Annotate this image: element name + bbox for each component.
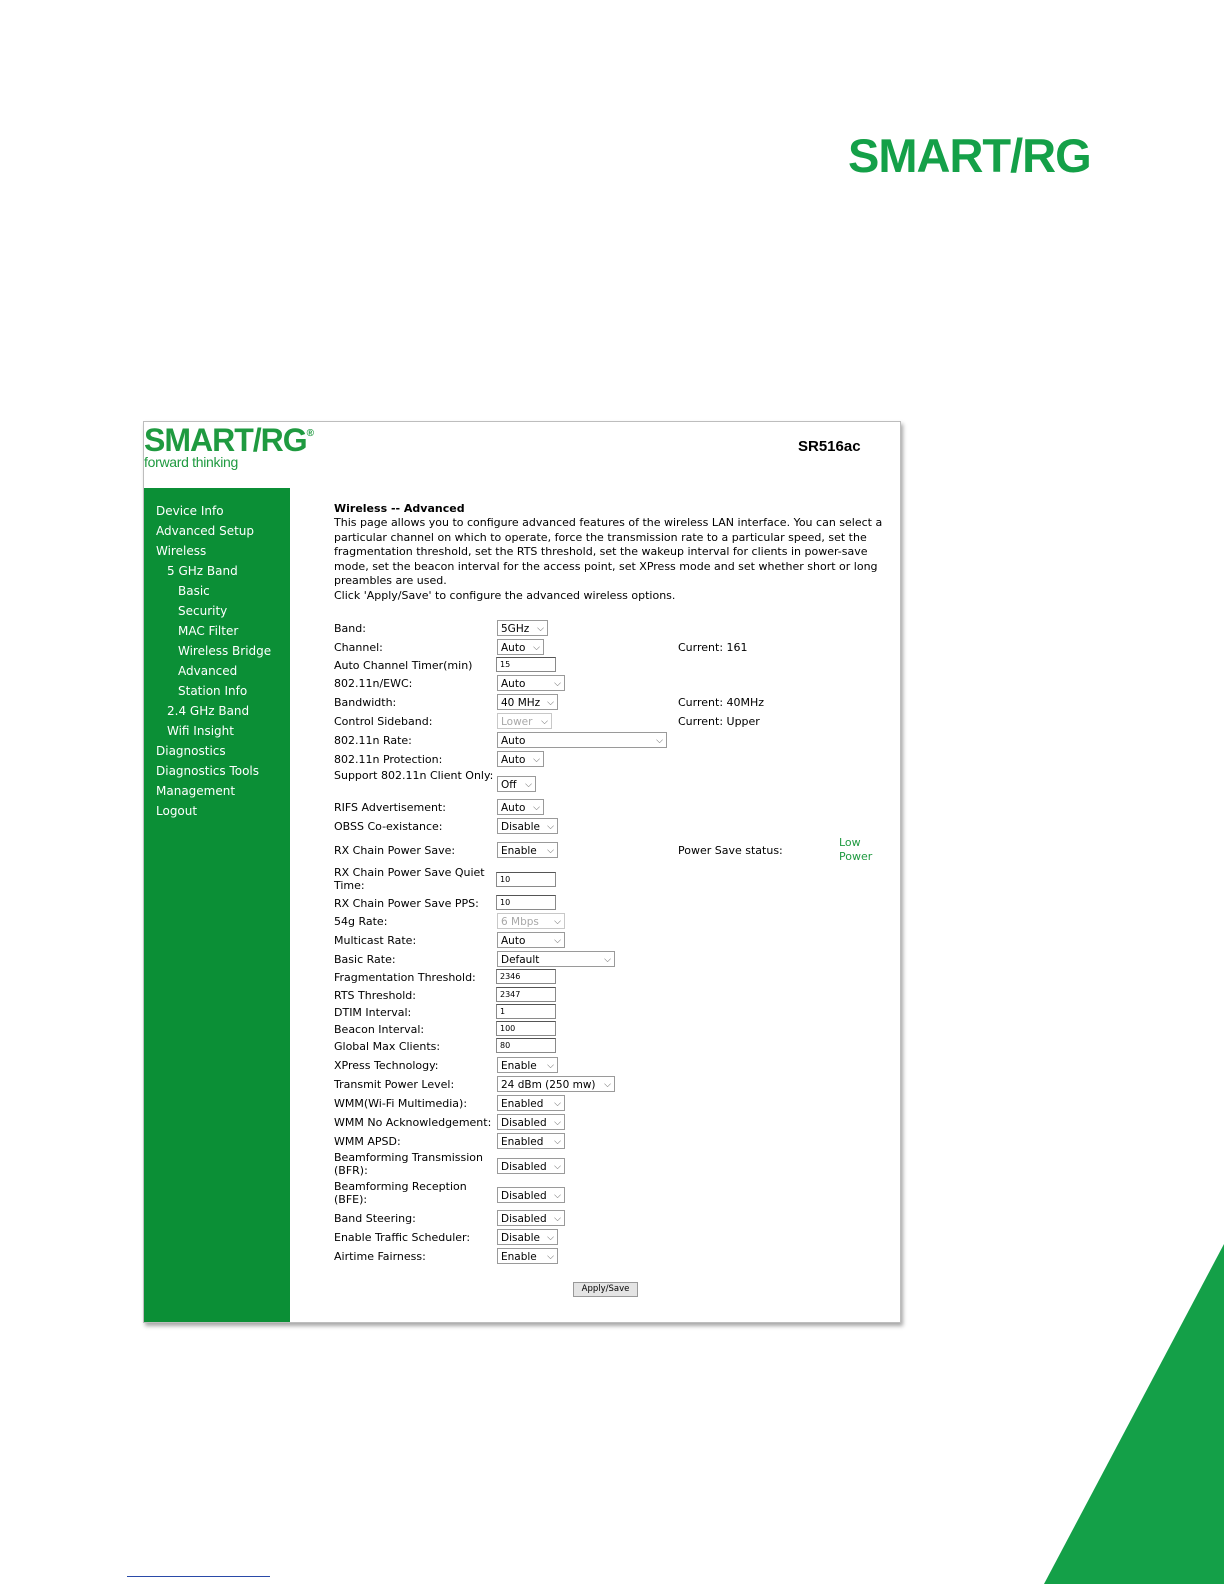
chevron-down-icon: ⌵ bbox=[547, 1233, 554, 1243]
sideband-current: Current: Upper bbox=[678, 715, 760, 728]
label-rx-quiet-time: RX Chain Power Save Quiet Time: bbox=[334, 866, 485, 892]
nav-security[interactable]: Security bbox=[178, 604, 228, 618]
label-xpress-technology: XPress Technology: bbox=[334, 1059, 439, 1072]
page-title: Wireless -- Advanced bbox=[334, 502, 465, 515]
chevron-down-icon: ⌵ bbox=[656, 736, 663, 746]
wmm-select[interactable]: Enabled ⌵ bbox=[497, 1095, 565, 1111]
registered-mark: ® bbox=[306, 428, 314, 439]
wmm-apsd-select[interactable]: Enabled ⌵ bbox=[497, 1133, 565, 1149]
label-obss-coexistance: OBSS Co-existance: bbox=[334, 820, 443, 833]
basic-rate-select[interactable]: Default ⌵ bbox=[497, 951, 615, 967]
label-wmm-no-ack: WMM No Acknowledgement: bbox=[334, 1116, 492, 1129]
nav-station-info[interactable]: Station Info bbox=[178, 684, 248, 698]
chevron-down-icon: ⌵ bbox=[525, 780, 532, 790]
chevron-down-icon: ⌵ bbox=[554, 679, 561, 689]
channel-current: Current: 161 bbox=[678, 641, 748, 654]
multicast-rate-select[interactable]: Auto ⌵ bbox=[497, 932, 565, 948]
xpress-technology-select[interactable]: Enable ⌵ bbox=[497, 1057, 558, 1073]
chevron-down-icon: ⌵ bbox=[554, 1214, 561, 1224]
rx-pps-input[interactable]: 10 bbox=[496, 895, 556, 910]
label-80211n-rate: 802.11n Rate: bbox=[334, 734, 412, 747]
sidebar bbox=[144, 488, 290, 1322]
traffic-scheduler-select[interactable]: Disable ⌵ bbox=[497, 1229, 558, 1245]
label-rts-threshold: RTS Threshold: bbox=[334, 989, 416, 1002]
rts-threshold-input[interactable]: 2347 bbox=[496, 987, 556, 1002]
label-transmit-power-level: Transmit Power Level: bbox=[334, 1078, 455, 1091]
nav-mac-filter[interactable]: MAC Filter bbox=[178, 624, 239, 638]
80211n-rate-select[interactable]: Auto ⌵ bbox=[497, 732, 667, 748]
80211n-ewc-select[interactable]: Auto ⌵ bbox=[497, 675, 565, 691]
label-80211n-protection: 802.11n Protection: bbox=[334, 753, 443, 766]
label-wmm: WMM(Wi-Fi Multimedia): bbox=[334, 1097, 468, 1110]
beacon-interval-input[interactable]: 100 bbox=[496, 1021, 556, 1036]
chevron-down-icon: ⌵ bbox=[547, 822, 554, 832]
rifs-advertisement-select[interactable]: Auto ⌵ bbox=[497, 799, 544, 815]
page-description bbox=[334, 516, 890, 604]
beamforming-rx-select[interactable]: Disabled ⌵ bbox=[497, 1187, 565, 1203]
label-band-steering: Band Steering: bbox=[334, 1212, 416, 1225]
label-client-only: Support 802.11n Client Only: bbox=[334, 769, 494, 782]
chevron-down-icon: ⌵ bbox=[547, 1252, 554, 1262]
label-rifs-advertisement: RIFS Advertisement: bbox=[334, 801, 446, 814]
rx-chain-power-save-select[interactable]: Enable ⌵ bbox=[497, 842, 558, 858]
nav-5ghz-band[interactable]: 5 GHz Band bbox=[167, 564, 238, 578]
model-name: SR516ac bbox=[798, 438, 861, 455]
54g-rate-select: 6 Mbps ⌵ bbox=[497, 913, 565, 929]
label-80211n-ewc: 802.11n/EWC: bbox=[334, 677, 413, 690]
router-tagline: forward thinking bbox=[144, 454, 239, 470]
chevron-down-icon: ⌵ bbox=[547, 698, 554, 708]
chevron-down-icon: ⌵ bbox=[554, 1118, 561, 1128]
wmm-no-ack-select[interactable]: Disabled ⌵ bbox=[497, 1114, 565, 1130]
footer-rule bbox=[127, 1576, 270, 1577]
nav-wireless[interactable]: Wireless bbox=[156, 544, 207, 558]
chevron-down-icon: ⌵ bbox=[554, 1162, 561, 1172]
auto-channel-timer-input[interactable]: 15 bbox=[496, 657, 556, 672]
80211n-protection-select[interactable]: Auto ⌵ bbox=[497, 751, 544, 767]
label-traffic-scheduler: Enable Traffic Scheduler: bbox=[334, 1231, 471, 1244]
global-max-clients-input[interactable]: 80 bbox=[496, 1038, 556, 1053]
chevron-down-icon: ⌵ bbox=[604, 1080, 611, 1090]
bandwidth-current: Current: 40MHz bbox=[678, 696, 765, 709]
power-save-status-value: Low Power bbox=[839, 836, 873, 863]
label-beamforming-rx: Beamforming Reception (BFE): bbox=[334, 1180, 467, 1206]
label-basic-rate: Basic Rate: bbox=[334, 953, 396, 966]
label-auto-channel-timer: Auto Channel Timer(min) bbox=[334, 659, 473, 672]
nav-wifi-insight[interactable]: Wifi Insight bbox=[167, 724, 234, 738]
chevron-down-icon: ⌵ bbox=[533, 755, 540, 765]
label-global-max-clients: Global Max Clients: bbox=[334, 1040, 441, 1053]
label-beacon-interval: Beacon Interval: bbox=[334, 1023, 425, 1036]
nav-advanced-setup[interactable]: Advanced Setup bbox=[156, 524, 255, 538]
bandwidth-select[interactable]: 40 MHz ⌵ bbox=[497, 694, 558, 710]
label-airtime-fairness: Airtime Fairness: bbox=[334, 1250, 426, 1263]
chevron-down-icon: ⌵ bbox=[547, 846, 554, 856]
description-text: This page allows you to configure advanced features of the wireless LAN interface. You can select a particular channel on which to operate, force the transmission rate to a particular speed, set the fragmentation threshold, set the RTS threshold, set the wakeup interval for clients in power-save mode, set the beacon interval for the access point, set XPress mode and set whether short or long preambles are used. bbox=[334, 516, 883, 588]
control-sideband-select: Lower ⌵ bbox=[497, 713, 552, 729]
nav-24ghz-band[interactable]: 2.4 GHz Band bbox=[167, 704, 250, 718]
beamforming-tx-select[interactable]: Disabled ⌵ bbox=[497, 1158, 565, 1174]
label-dtim-interval: DTIM Interval: bbox=[334, 1006, 412, 1019]
label-control-sideband: Control Sideband: bbox=[334, 715, 433, 728]
nav-management[interactable]: Management bbox=[156, 784, 236, 798]
chevron-down-icon: ⌵ bbox=[533, 803, 540, 813]
apply-save-button[interactable]: Apply/Save bbox=[573, 1282, 638, 1297]
transmit-power-level-select[interactable]: 24 dBm (250 mw) ⌵ bbox=[497, 1076, 615, 1092]
corner-triangle bbox=[1044, 1244, 1224, 1584]
nav-advanced[interactable]: Advanced bbox=[178, 664, 238, 678]
label-band: Band: bbox=[334, 622, 366, 635]
power-save-status-label: Power Save status: bbox=[678, 844, 783, 857]
label-54g-rate: 54g Rate: bbox=[334, 915, 388, 928]
chevron-down-icon: ⌵ bbox=[547, 1061, 554, 1071]
instruction-text: Click 'Apply/Save' to configure the advanced wireless options. bbox=[334, 588, 676, 602]
band-select[interactable]: 5GHz ⌵ bbox=[497, 620, 548, 636]
chevron-down-icon: ⌵ bbox=[541, 717, 548, 727]
label-bandwidth: Bandwidth: bbox=[334, 696, 397, 709]
nav-diagnostics[interactable]: Diagnostics bbox=[156, 744, 226, 758]
corner-decoration bbox=[1044, 1244, 1224, 1584]
chevron-down-icon: ⌵ bbox=[604, 955, 611, 965]
label-multicast-rate: Multicast Rate: bbox=[334, 934, 417, 947]
chevron-down-icon: ⌵ bbox=[554, 1191, 561, 1201]
chevron-down-icon: ⌵ bbox=[533, 643, 540, 653]
band-steering-select[interactable]: Disabled ⌵ bbox=[497, 1210, 565, 1226]
obss-coexistance-select[interactable]: Disable ⌵ bbox=[497, 818, 558, 834]
label-rx-pps: RX Chain Power Save PPS: bbox=[334, 897, 479, 910]
label-fragmentation-threshold: Fragmentation Threshold: bbox=[334, 971, 476, 984]
label-channel: Channel: bbox=[334, 641, 383, 654]
chevron-down-icon: ⌵ bbox=[537, 624, 544, 634]
rx-quiet-time-input[interactable]: 10 bbox=[496, 872, 556, 887]
nav-device-info[interactable]: Device Info bbox=[156, 504, 224, 518]
client-only-select[interactable]: Off ⌵ bbox=[497, 776, 536, 792]
page-brand-logo: SMART/RG bbox=[848, 129, 1091, 182]
chevron-down-icon: ⌵ bbox=[554, 1137, 561, 1147]
label-rx-chain-power-save: RX Chain Power Save: bbox=[334, 844, 456, 857]
airtime-fairness-select[interactable]: Enable ⌵ bbox=[497, 1248, 558, 1264]
dtim-interval-input[interactable]: 1 bbox=[496, 1004, 556, 1019]
chevron-down-icon: ⌵ bbox=[554, 917, 561, 927]
nav-logout[interactable]: Logout bbox=[156, 804, 198, 818]
nav-basic[interactable]: Basic bbox=[178, 584, 210, 598]
channel-select[interactable]: Auto ⌵ bbox=[497, 639, 544, 655]
fragmentation-threshold-input[interactable]: 2346 bbox=[496, 969, 556, 984]
nav-wireless-bridge[interactable]: Wireless Bridge bbox=[178, 644, 272, 658]
nav-diagnostics-tools[interactable]: Diagnostics Tools bbox=[156, 764, 260, 778]
chevron-down-icon: ⌵ bbox=[554, 1099, 561, 1109]
label-wmm-apsd: WMM APSD: bbox=[334, 1135, 401, 1148]
screenshot-frame bbox=[143, 421, 901, 1323]
router-logo: SMART/RG® bbox=[144, 422, 314, 458]
label-beamforming-tx: Beamforming Transmission (BFR): bbox=[334, 1151, 483, 1177]
chevron-down-icon: ⌵ bbox=[554, 936, 561, 946]
